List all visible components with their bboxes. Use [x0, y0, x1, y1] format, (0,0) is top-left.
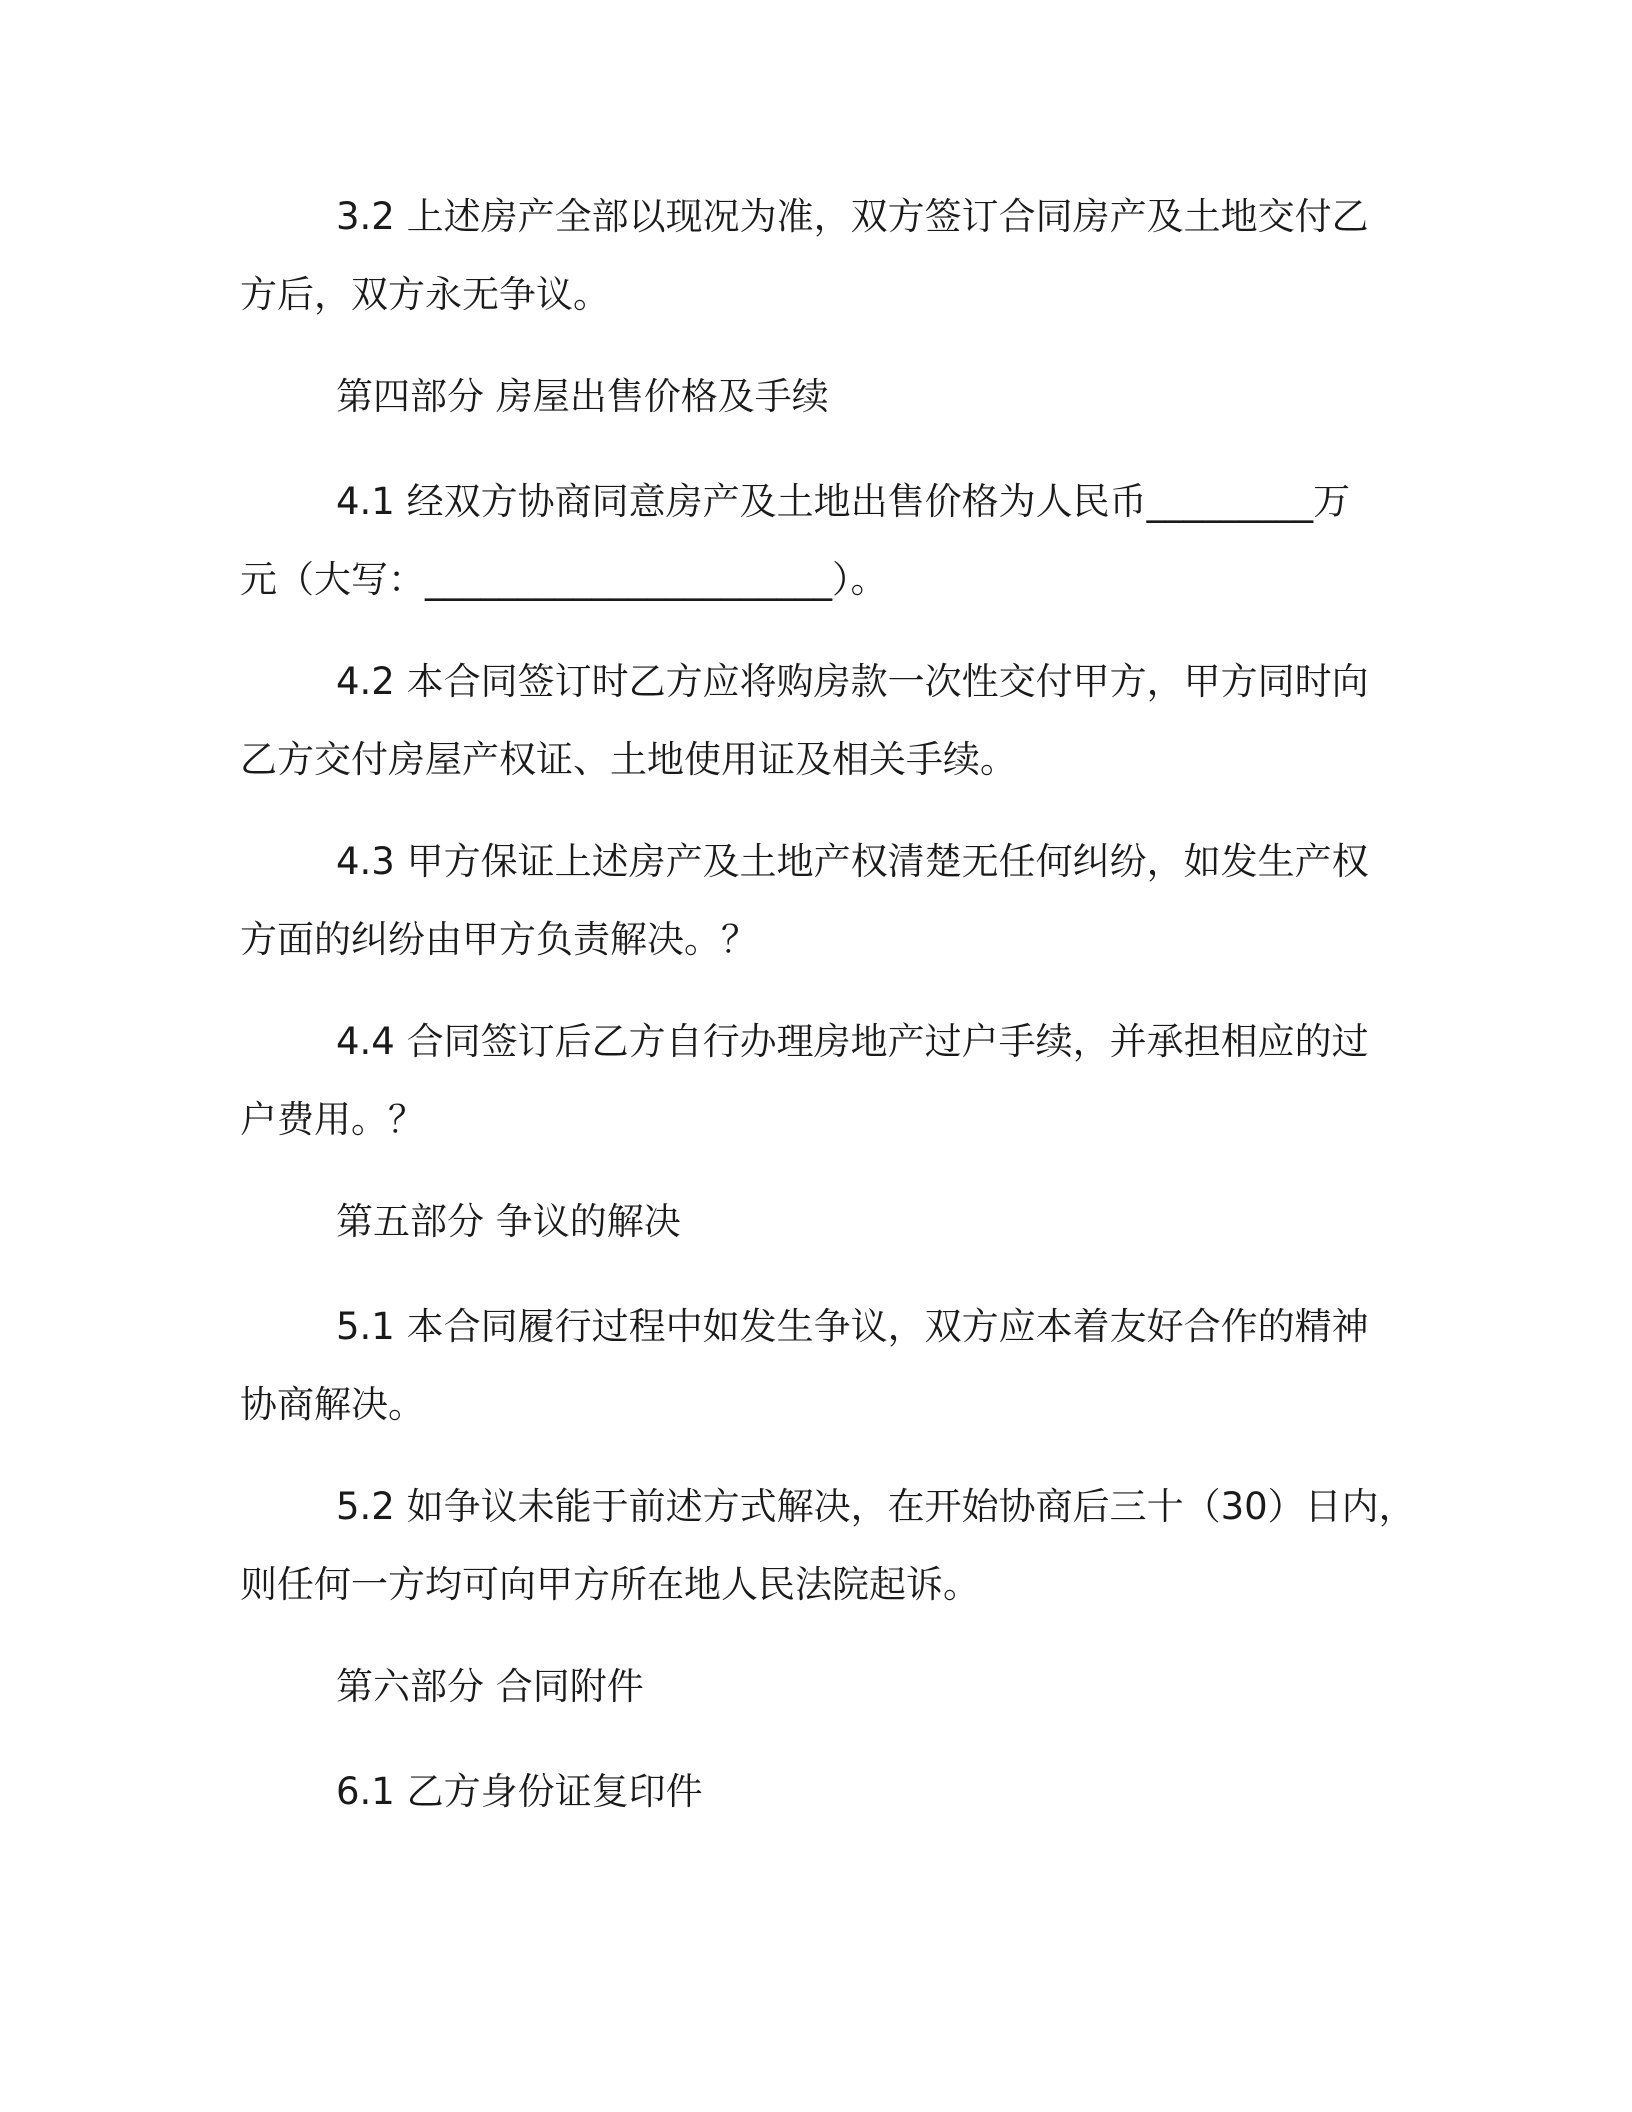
clause-4-2 — [240, 643, 1420, 799]
text-line: 5.2 如争议未能于前述方式解决，在开始协商后三十（30）日内， — [336, 1485, 1416, 1528]
text-line: 方面的纠纷由甲方负责解决。？ — [240, 918, 758, 961]
text-line: 乙方交付房屋产权证、土地使用证及相关手续。 — [240, 738, 1017, 781]
text-line: 元（大写：______________________）。 — [240, 558, 888, 601]
text-line: 则任何一方均可向甲方所在地人民法院起诉。 — [240, 1563, 980, 1606]
text-line: 4.4 合同签订后乙方自行办理房地产过户手续，并承担相应的过 — [336, 1020, 1369, 1063]
text-line: 4.2 本合同签订时乙方应将购房款一次性交付甲方，甲方同时向 — [336, 660, 1369, 703]
clause-4-4 — [240, 1003, 1420, 1159]
text-line: 4.1 经双方协商同意房产及土地出售价格为人民币_________万 — [336, 480, 1351, 523]
text-line: 6.1 乙方身份证复印件 — [336, 1770, 703, 1813]
text-line: 户费用。？ — [240, 1098, 425, 1141]
section-heading-part-6 — [240, 1648, 1420, 1726]
text-line: 第六部分 合同附件 — [336, 1665, 644, 1708]
clause-4-1 — [240, 463, 1420, 619]
clause-3-2 — [240, 178, 1420, 334]
text-line: 5.1 本合同履行过程中如发生争议，双方应本着友好合作的精神 — [336, 1305, 1369, 1348]
text-line: 第五部分 争议的解决 — [336, 1200, 681, 1243]
clause-5-2 — [240, 1468, 1420, 1624]
clause-6-1 — [240, 1753, 1420, 1831]
text-line: 3.2 上述房产全部以现况为准，双方签订合同房产及土地交付乙 — [336, 195, 1369, 238]
clause-4-3 — [240, 823, 1420, 979]
text-line: 4.3 甲方保证上述房产及土地产权清楚无任何纠纷，如发生产权 — [336, 840, 1369, 883]
text-line: 协商解决。 — [240, 1383, 425, 1426]
section-heading-part-4 — [240, 358, 1420, 436]
section-heading-part-5 — [240, 1183, 1420, 1261]
text-line: 第四部分 房屋出售价格及手续 — [336, 375, 829, 418]
clause-5-1 — [240, 1288, 1420, 1444]
text-line: 方后，双方永无争议。 — [240, 273, 610, 316]
